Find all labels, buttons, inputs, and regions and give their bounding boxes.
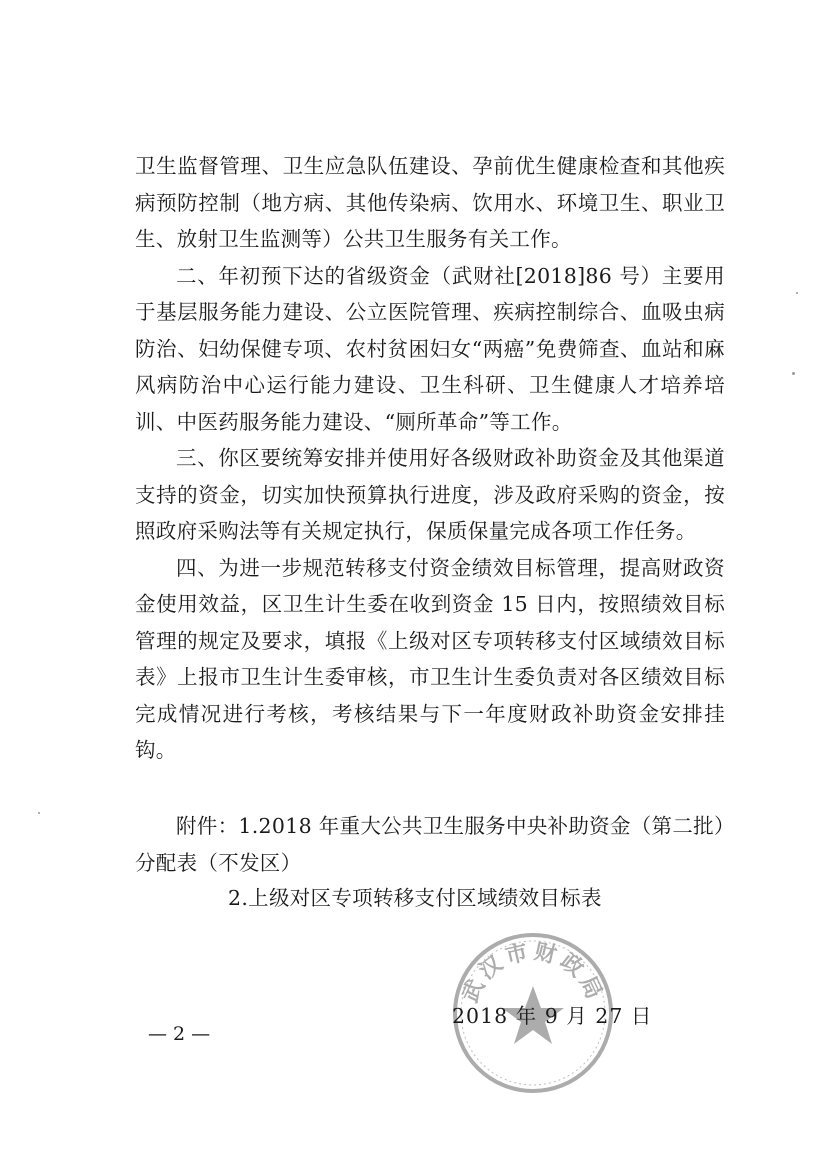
attachments (135, 808, 725, 881)
page-number: — 2 — (148, 1023, 211, 1045)
document-date: 2018 年 9 月 27 日 (452, 1004, 653, 1028)
attachment-1: 附件：1.2018 年重大公共卫生服务中央补助资金（第二批）分配表（不发区） (135, 814, 725, 875)
paragraph-3: 三、你区要统筹安排并使用好各级财政补助资金及其他渠道支持的资金，切实加快预算执行进度，涉及政府采购的资金，按照政府采购法等有关规定执行，保质保量完成各项工作任务。 (135, 446, 725, 543)
body-text (135, 148, 725, 769)
paragraph-4: 四、为进一步规范转移支付资金绩效目标管理，提高财政资金使用效益，区卫生计生委在收到资金 15 日内，按照绩效目标管理的规定及要求，填报《上级对区专项转移支付区域绩效目标表》上报市卫生计生委审核，市卫生计生委负责对各区绩效目标完成情况进行考核，考核结果与下一年度财政补助资金安排挂钩。 (135, 555, 725, 762)
paragraph-continuation: 卫生监督管理、卫生应急队伍建设、孕前优生健康检查和其他疾病预防控制（地方病、其他传染病、饮用水、环境卫生、职业卫生、放射卫生监测等）公共卫生服务有关工作。 (135, 154, 725, 251)
scan-speck (796, 292, 798, 294)
paragraph-2: 二、年初预下达的省级资金（武财社[2018]86 号）主要用于基层服务能力建设、公立医院管理、疾病控制综合、血吸虫病防治、妇幼保健专项、农村贫困妇女“两癌”免费筛查、血站和麻风病防治中心运行能力建设、卫生科研、卫生健康人才培养培训、中医药服务能力建设、“厕所革命”等工作。 (135, 263, 725, 434)
seal-text: 武汉市财政局 (457, 938, 609, 1007)
scan-speck (38, 812, 40, 814)
scan-speck (792, 372, 795, 375)
attachment-2: 2.上级对区专项转移支付区域绩效目标表 (228, 886, 602, 910)
